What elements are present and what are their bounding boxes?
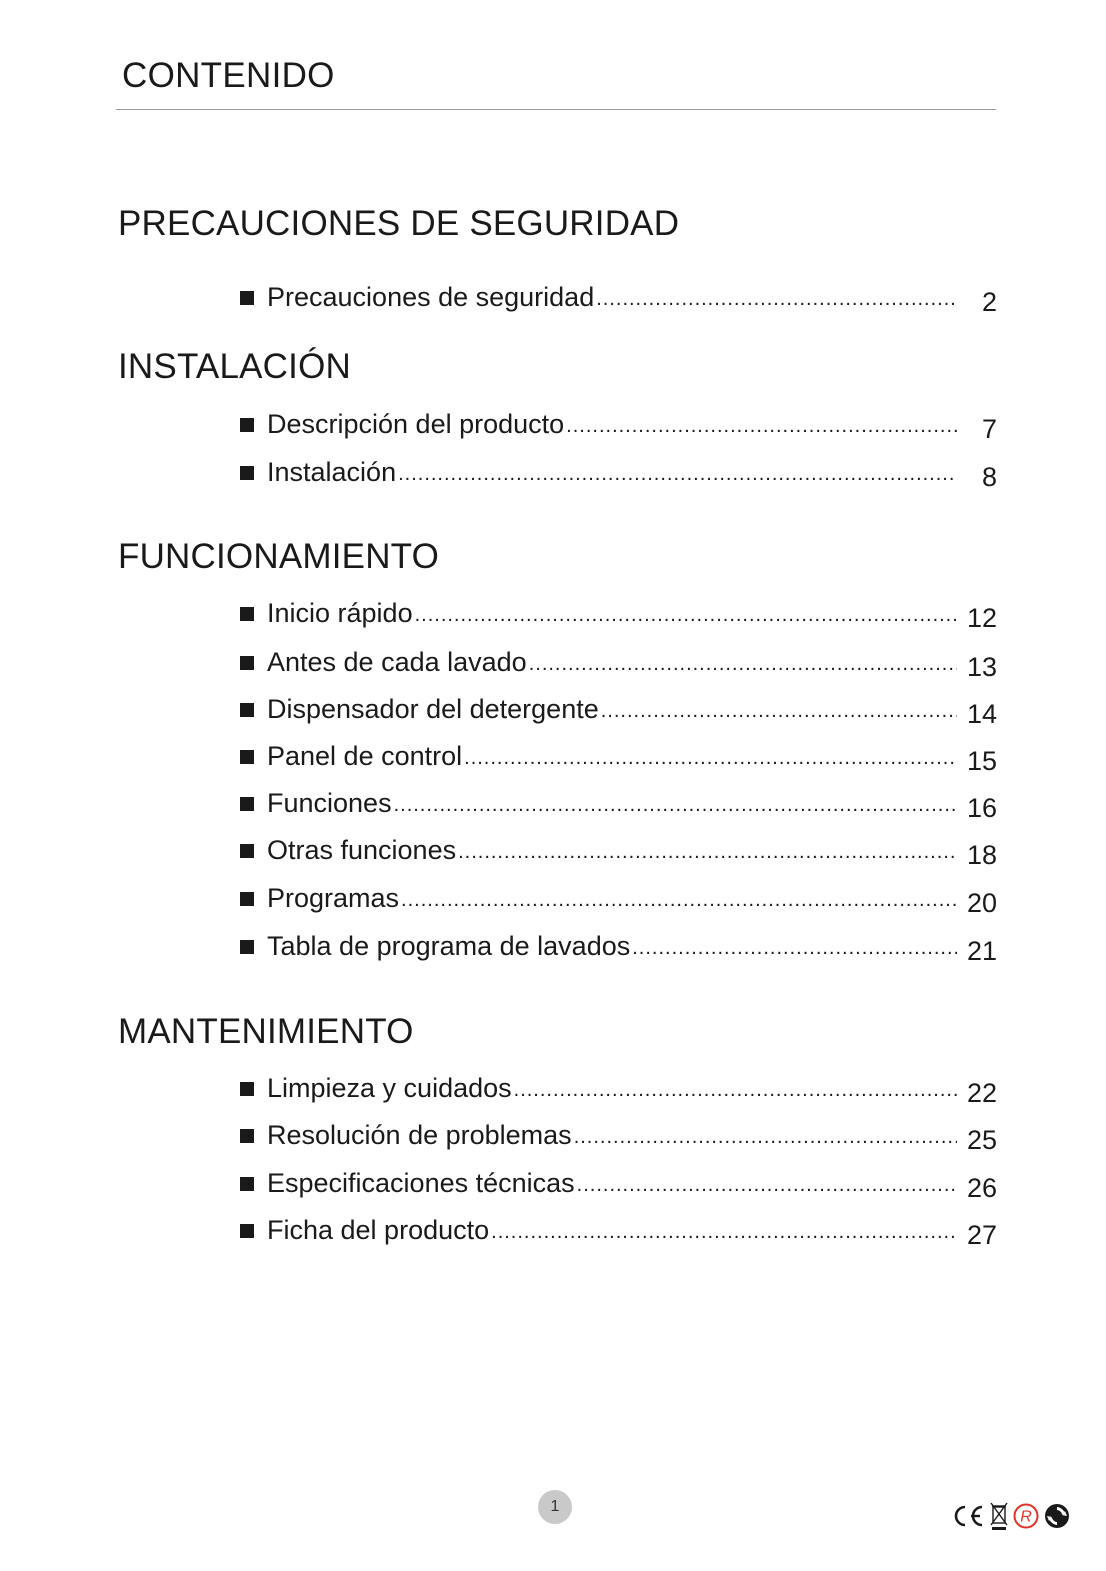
dot-leader xyxy=(529,651,957,677)
toc-entry[interactable] xyxy=(240,405,997,444)
toc-entry-label: Dispensador del detergente xyxy=(267,694,599,724)
square-bullet-icon xyxy=(240,1177,254,1191)
toc-entry[interactable] xyxy=(240,278,997,317)
toc-entry[interactable] xyxy=(240,1116,997,1155)
recycle-icon xyxy=(1043,1502,1071,1530)
square-bullet-icon xyxy=(240,1082,254,1096)
toc-entry-page: 21 xyxy=(966,936,997,966)
dot-leader xyxy=(574,1124,957,1150)
weee-bin-icon xyxy=(989,1501,1009,1531)
section-heading-funcionamiento: FUNCIONAMIENTO xyxy=(118,537,440,576)
toc-entry[interactable] xyxy=(240,643,997,682)
square-bullet-icon xyxy=(240,1224,254,1238)
toc-entry[interactable] xyxy=(240,784,997,823)
square-bullet-icon xyxy=(240,797,254,811)
section-heading-instalacion: INSTALACIÓN xyxy=(118,347,351,386)
toc-entry[interactable] xyxy=(240,1069,997,1108)
square-bullet-icon xyxy=(240,750,254,764)
square-bullet-icon xyxy=(240,418,254,432)
dot-leader xyxy=(491,1219,957,1245)
toc-entry-page: 7 xyxy=(981,414,997,444)
toc-entry[interactable] xyxy=(240,737,997,776)
toc-entry-label: Panel de control xyxy=(267,741,463,771)
section-heading-mantenimiento: MANTENIMIENTO xyxy=(118,1012,414,1051)
toc-entry-page: 18 xyxy=(966,840,997,870)
toc-entry-page: 25 xyxy=(966,1125,997,1155)
square-bullet-icon xyxy=(240,607,254,621)
toc-entry[interactable] xyxy=(240,1211,997,1250)
toc-entry-page: 13 xyxy=(966,652,997,682)
page-title: CONTENIDO xyxy=(122,56,335,95)
dot-leader xyxy=(394,792,957,818)
toc-entry-page: 20 xyxy=(966,888,997,918)
dot-leader xyxy=(415,602,957,628)
toc-entry-page: 27 xyxy=(966,1220,997,1250)
toc-entry-label: Programas xyxy=(267,883,400,913)
toc-entry[interactable] xyxy=(240,594,997,633)
toc-entry-page: 26 xyxy=(966,1173,997,1203)
toc-entry-label: Precauciones de seguridad xyxy=(267,282,595,312)
toc-entry[interactable] xyxy=(240,690,997,729)
dot-leader xyxy=(596,286,957,312)
square-bullet-icon xyxy=(240,1129,254,1143)
dot-leader xyxy=(464,745,957,771)
square-bullet-icon xyxy=(240,703,254,717)
dot-leader xyxy=(514,1077,957,1103)
square-bullet-icon xyxy=(240,940,254,954)
square-bullet-icon xyxy=(240,656,254,670)
square-bullet-icon xyxy=(240,892,254,906)
toc-entry[interactable] xyxy=(240,1164,997,1203)
toc-entry-label: Ficha del producto xyxy=(267,1215,490,1245)
toc-entry-page: 2 xyxy=(981,287,997,317)
dot-leader xyxy=(458,839,957,865)
title-divider xyxy=(116,109,996,110)
toc-entry-label: Descripción del producto xyxy=(267,409,565,439)
toc-entry-page: 22 xyxy=(966,1078,997,1108)
toc-entry-label: Otras funciones xyxy=(267,835,457,865)
toc-entry[interactable] xyxy=(240,831,997,870)
toc-entry-page: 12 xyxy=(966,603,997,633)
dot-leader xyxy=(632,935,957,961)
toc-entry-label: Funciones xyxy=(267,788,392,818)
square-bullet-icon xyxy=(240,466,254,480)
toc-entry-page: 8 xyxy=(981,462,997,492)
square-bullet-icon xyxy=(240,291,254,305)
page-number-badge: 1 xyxy=(538,1490,572,1524)
ce-mark-icon xyxy=(950,1502,986,1530)
toc-entry-page: 15 xyxy=(966,746,997,776)
dot-leader xyxy=(401,887,957,913)
toc-entry[interactable] xyxy=(240,927,997,966)
section-heading-precauciones: PRECAUCIONES DE SEGURIDAD xyxy=(118,204,680,243)
toc-entry[interactable] xyxy=(240,879,997,918)
toc-entry-label: Inicio rápido xyxy=(267,598,413,628)
toc-entry-label: Limpieza y cuidados xyxy=(267,1073,512,1103)
toc-entry-page: 14 xyxy=(966,699,997,729)
toc-entry-page: 16 xyxy=(966,793,997,823)
dot-leader xyxy=(398,461,957,487)
toc-entry-label: Antes de cada lavado xyxy=(267,647,527,677)
square-bullet-icon xyxy=(240,844,254,858)
toc-entry-label: Especificaciones técnicas xyxy=(267,1168,575,1198)
toc-entry-label: Instalación xyxy=(267,457,397,487)
registered-mark-icon xyxy=(1012,1502,1040,1530)
dot-leader xyxy=(601,698,957,724)
dot-leader xyxy=(566,413,957,439)
toc-entry-label: Resolución de problemas xyxy=(267,1120,572,1150)
toc-entry[interactable] xyxy=(240,453,997,492)
dot-leader xyxy=(577,1172,957,1198)
svg-text:R: R xyxy=(1020,1508,1032,1526)
toc-entry-label: Tabla de programa de lavados xyxy=(267,931,631,961)
certification-marks xyxy=(950,1500,1071,1532)
